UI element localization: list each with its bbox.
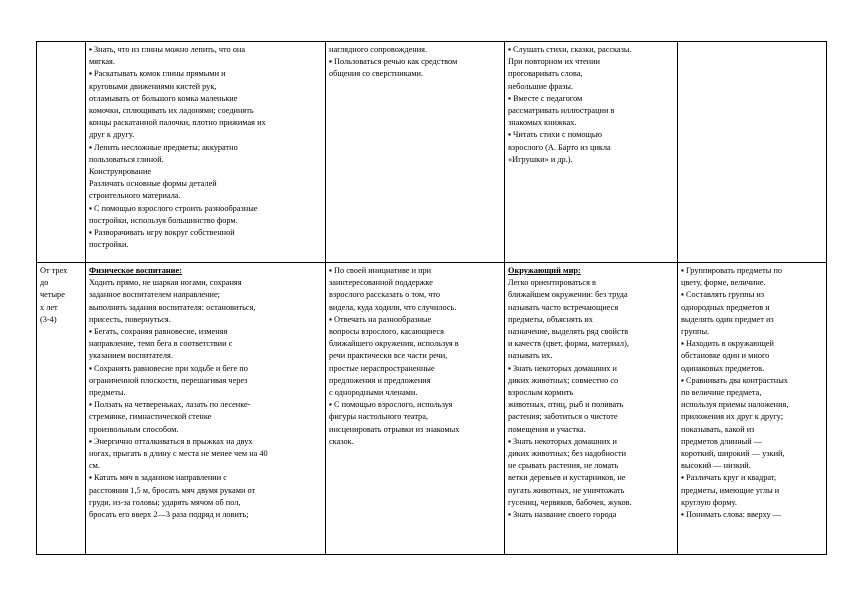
text-line: короткий, широкий — узкий,	[681, 449, 785, 459]
text-line: группы.	[681, 327, 710, 337]
text-line: ▪ Составлять группы из	[681, 290, 765, 300]
text-line: груди, из-за головы; ударять мячом об пол,	[89, 497, 241, 507]
text-line: ▪ Сохранять равновесие при ходьбе и беге по	[89, 363, 248, 373]
text-line: (3-4)	[40, 314, 57, 324]
text-line: От трех	[40, 266, 68, 275]
text-line: речи практически все части речи,	[329, 351, 448, 361]
text-line: Конструирование	[89, 167, 152, 177]
text-line: присесть, повернуться.	[89, 314, 171, 324]
text-line: ▪ Ползать на четвереньках, лазать по лесенке-	[89, 400, 251, 410]
text-line: предметы.	[89, 388, 126, 398]
text-line: ▪ Сравнивать два контрастных	[681, 375, 788, 385]
table-row	[37, 42, 827, 263]
text-line: до	[40, 278, 49, 288]
text-line: стремянке, гимнастической стенке	[89, 412, 212, 422]
text-line: произвольным способом.	[89, 424, 179, 434]
text-line: постройки.	[89, 240, 129, 250]
text-line: предметы, объяснять их	[508, 314, 593, 324]
text-line: называть их.	[508, 351, 553, 361]
text-line: см.	[89, 461, 101, 471]
text-line: ближайшего окружения, используя в	[329, 339, 459, 349]
text-line: предложения и предложения	[329, 375, 431, 385]
text-line: комочки, сплющивать их ладонями; соединять	[89, 106, 254, 116]
text-line: ▪ Пользоваться речью как средством	[329, 57, 458, 67]
text-line: ▪ С помощью взрослого, используя	[329, 400, 453, 410]
table-row	[37, 263, 827, 555]
reading-cell	[505, 42, 678, 263]
speech-cell	[326, 263, 505, 555]
text-line: отламывать от большого комка маленькие	[89, 93, 238, 103]
text-line: ▪ Находить в окружающей	[681, 339, 774, 349]
text-line: взрослого (А. Барто из цикла	[508, 142, 611, 152]
text-line: взрослого рассказать о том, что	[329, 290, 441, 300]
text-line: ▪ Знать, что из глины можно лепить, что она	[89, 45, 246, 54]
text-line: ▪ Знать некоторых домашних и	[508, 436, 617, 446]
text-line: обстановке один и много	[681, 351, 770, 361]
text-line: растения; заботиться о чистоте	[508, 412, 618, 422]
text-line: концы раскатанной палочки, плотно прижимая их	[89, 118, 266, 128]
text-line: показывать, какой из	[681, 424, 755, 434]
text-line: четыре	[40, 290, 65, 300]
text-line: ▪ Знать некоторых домашних и	[508, 363, 617, 373]
text-line: ▪ Слушать стихи, сказки, рассказы.	[508, 45, 632, 54]
section-heading: Окружающий мир:	[508, 266, 581, 275]
text-line: мягкая.	[89, 57, 115, 67]
text-line: приложения их друг к другу;	[681, 412, 783, 422]
text-line: называть часто встречающиеся	[508, 302, 619, 312]
text-line: круглую форму.	[681, 497, 737, 507]
text-line: вопросы взрослого, касающиеся	[329, 327, 444, 337]
text-line: Легко ориентироваться в	[508, 278, 596, 288]
text-line: ▪ С помощью взрослого строить разнообразные	[89, 203, 258, 213]
age-cell	[37, 263, 86, 555]
math-cell	[678, 263, 827, 555]
text-line: ▪ Лепить несложные предметы; аккуратно	[89, 142, 238, 152]
text-line: направление, темп бега в соответствии с	[89, 339, 233, 349]
text-line: ▪ Раскатывать комок глины прямыми и	[89, 69, 226, 79]
text-line: ограниченной плоскости, перешагивая через	[89, 375, 248, 385]
text-line: с однородными членами.	[329, 388, 418, 398]
text-line: пользоваться глиной.	[89, 154, 164, 164]
text-line: заданное воспитателем направление;	[89, 290, 220, 300]
text-line: небольшие фразы.	[508, 81, 574, 91]
text-line: диких животных; без надобности	[508, 449, 627, 459]
text-line: х лет	[40, 302, 58, 312]
text-line: ближайшем окружении: без труда	[508, 290, 628, 300]
text-line: выделять один предмет из	[681, 314, 774, 324]
physical-art-cell	[86, 42, 326, 263]
speech-cell	[326, 42, 505, 263]
text-line: ▪ Читать стихи с помощью	[508, 130, 602, 140]
text-line: рассматривать иллюстрации в	[508, 106, 615, 116]
text-line: ▪ Различать круг и квадрат,	[681, 473, 776, 483]
text-line: друг к другу.	[89, 130, 135, 140]
text-line: При повторном их чтении	[508, 57, 600, 67]
text-line: ▪ Понимать слова: вверху —	[681, 510, 781, 520]
text-line: ▪ Группировать предметы по	[681, 266, 783, 275]
text-line: Ходить прямо, не шаркая ногами, сохраняя	[89, 278, 242, 288]
text-line: «Игрушки» и др.).	[508, 154, 573, 164]
text-line: ▪ По своей инициативе и при	[329, 266, 432, 275]
text-line: диких животных; совместно со	[508, 375, 619, 385]
text-line: простые нераспространенные	[329, 363, 435, 373]
text-line: видела, куда ходили, что случилось.	[329, 302, 457, 312]
text-line: ветки деревьев и кустарников, не	[508, 473, 626, 483]
text-line: инсценировать отрывки из знакомых	[329, 424, 460, 434]
text-line: гусениц, червяков, бабочек, жуков.	[508, 497, 632, 507]
physical-education-cell	[86, 263, 326, 555]
text-line: взрослым кормить	[508, 388, 574, 398]
text-line: ▪ Энергично отталкиваться в прыжках на двух	[89, 436, 253, 446]
text-line: указанием воспитателя.	[89, 351, 173, 361]
program-table	[36, 41, 827, 555]
text-line: выполнять задания воспитателя: остановиться,	[89, 302, 256, 312]
text-line: заинтересованной поддержке	[329, 278, 433, 288]
text-line: ногах, прыгать в длину с места не менее чем на 40	[89, 449, 268, 459]
text-line: круговыми движениями кистей рук,	[89, 81, 217, 91]
text-line: животных, птиц, рыб и поливать	[508, 400, 624, 410]
text-line: одинаковых предметов.	[681, 363, 765, 373]
world-cell	[505, 263, 678, 555]
text-line: используя приемы наложения,	[681, 400, 789, 410]
text-line: сказок.	[329, 436, 354, 446]
text-line: проговаривать слова,	[508, 69, 583, 79]
text-line: знакомых книжках.	[508, 118, 577, 128]
text-line: однородных предметов и	[681, 302, 770, 312]
text-line: ▪ Знать название своего города	[508, 510, 617, 520]
text-line: ▪ Отвечать на разнообразные	[329, 314, 432, 324]
text-line: наглядного сопровождения.	[329, 45, 428, 54]
text-line: высокий — низкий.	[681, 461, 751, 471]
text-line: ▪ Катать мяч в заданном направлении с	[89, 473, 227, 483]
text-line: строительного материала.	[89, 191, 181, 201]
section-heading: Физическое воспитание:	[89, 266, 182, 275]
age-cell	[37, 42, 86, 263]
text-line: цвету, форме, величине.	[681, 278, 766, 288]
text-line: бросать его вверх 2—3 раза подряд и ловить;	[89, 510, 249, 520]
math-cell	[678, 42, 827, 263]
text-line: фигуры настольного театра,	[329, 412, 428, 422]
text-line: не срывать растения, не ломать	[508, 461, 619, 471]
text-line: общения со сверстниками.	[329, 69, 424, 79]
text-line: помещения и участка.	[508, 424, 586, 434]
text-line: постройки, используя большинство форм.	[89, 215, 238, 225]
text-line: ▪ Разворачивать игру вокруг собственной	[89, 228, 235, 238]
text-line: расстояния 1,5 м, бросать мяч двумя руками от	[89, 485, 256, 495]
text-line: назначение, выделять ряд свойств	[508, 327, 629, 337]
text-line: и качеств (цвет, форма, материал),	[508, 339, 629, 349]
text-line: Различать основные формы деталей	[89, 179, 217, 189]
text-line: ▪ Бегать, сохраняя равновесие, изменяя	[89, 327, 228, 337]
text-line: предметы, имеющие углы и	[681, 485, 780, 495]
text-line: ▪ Вместе с педагогом	[508, 93, 583, 103]
text-line: по величине предмета,	[681, 388, 762, 398]
text-line: предметов длинный —	[681, 436, 763, 446]
text-line: пугать животных, не уничтожать	[508, 485, 625, 495]
